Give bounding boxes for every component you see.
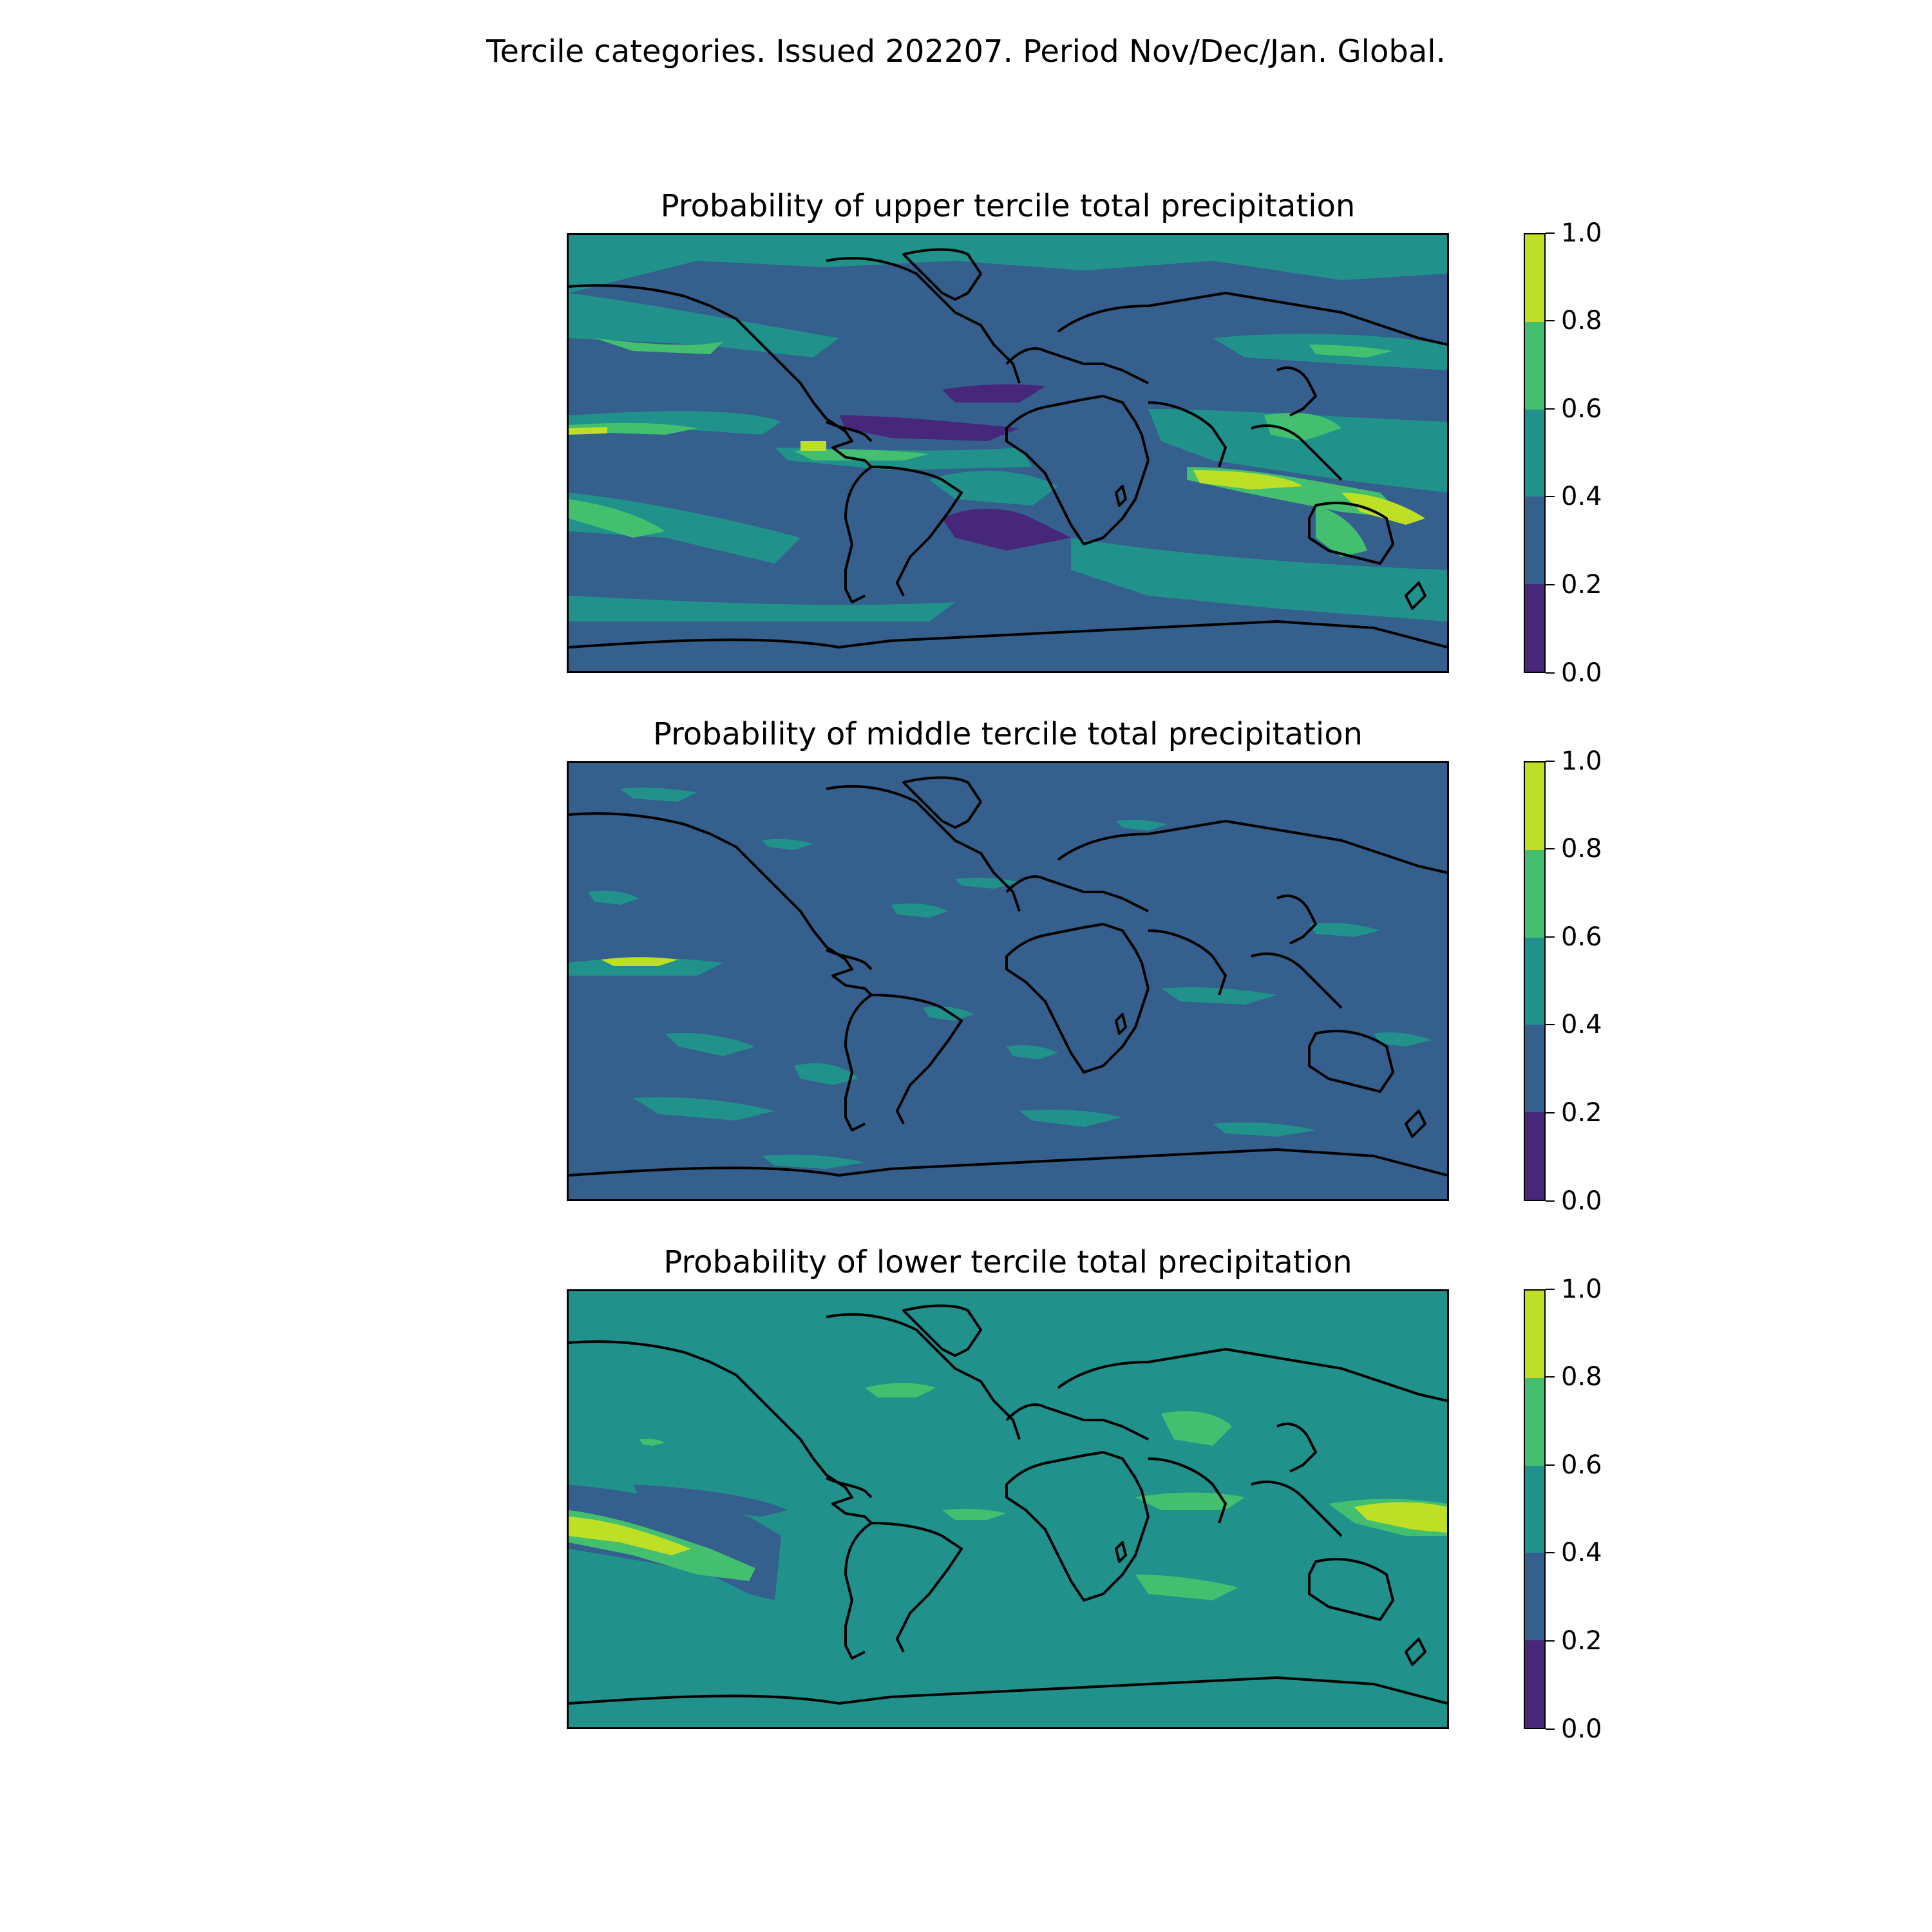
colorbar-tick bbox=[1546, 408, 1555, 410]
colorbar-tick-label: 0.6 bbox=[1561, 394, 1602, 424]
colorbar-tick-label: 0.0 bbox=[1561, 1714, 1602, 1744]
colorbar-tick bbox=[1546, 1552, 1555, 1553]
middle-tercile-map bbox=[567, 761, 1449, 1201]
colorbar-level-2 bbox=[1525, 410, 1544, 497]
colorbar-level-2 bbox=[1525, 1466, 1544, 1553]
colorbar-tick-label: 0.8 bbox=[1561, 834, 1602, 864]
colorbar-tick bbox=[1546, 1728, 1555, 1730]
lower-colorbar bbox=[1524, 1289, 1546, 1729]
colorbar-tick-label: 0.8 bbox=[1561, 1362, 1602, 1392]
colorbar-tick bbox=[1546, 936, 1555, 938]
colorbar-tick bbox=[1546, 672, 1555, 674]
colorbar-tick-label: 0.2 bbox=[1561, 1626, 1602, 1656]
colorbar-level-2 bbox=[1525, 938, 1544, 1025]
colorbar-level-3 bbox=[1525, 850, 1544, 938]
colorbar-tick bbox=[1546, 1024, 1555, 1025]
colorbar-tick bbox=[1546, 584, 1555, 585]
upper-tercile-map bbox=[567, 233, 1449, 673]
colorbar-tick-label: 0.2 bbox=[1561, 1098, 1602, 1128]
colorbar-tick-label: 1.0 bbox=[1561, 746, 1602, 776]
lower-tercile-svg bbox=[569, 1291, 1447, 1727]
colorbar-tick-label: 0.8 bbox=[1561, 306, 1602, 336]
colorbar-tick-label: 0.6 bbox=[1561, 1450, 1602, 1480]
colorbar-level-1 bbox=[1525, 1025, 1544, 1112]
colorbar-tick-label: 0.0 bbox=[1561, 658, 1602, 688]
colorbar-level-4 bbox=[1525, 234, 1544, 322]
colorbar-level-0 bbox=[1525, 584, 1544, 672]
colorbar-tick-label: 1.0 bbox=[1561, 1274, 1602, 1304]
colorbar-tick bbox=[1546, 1464, 1555, 1466]
colorbar-tick-label: 0.4 bbox=[1561, 1010, 1602, 1039]
colorbar-level-3 bbox=[1525, 1378, 1544, 1466]
colorbar-level-3 bbox=[1525, 322, 1544, 410]
upper-tercile-title: Probability of upper tercile total precipitation bbox=[660, 188, 1356, 224]
upper-colorbar bbox=[1524, 233, 1546, 673]
colorbar-level-0 bbox=[1525, 1640, 1544, 1728]
colorbar-tick bbox=[1546, 848, 1555, 849]
colorbar-tick-label: 0.6 bbox=[1561, 922, 1602, 952]
colorbar-tick-label: 1.0 bbox=[1561, 218, 1602, 248]
figure-title: Tercile categories. Issued 202207. Period Nov/Dec/Jan. Global. bbox=[486, 33, 1446, 70]
colorbar-tick-label: 0.4 bbox=[1561, 482, 1602, 511]
colorbar-tick-label: 0.2 bbox=[1561, 570, 1602, 600]
colorbar-tick-label: 0.4 bbox=[1561, 1538, 1602, 1567]
colorbar-level-1 bbox=[1525, 1553, 1544, 1640]
colorbar-level-1 bbox=[1525, 497, 1544, 584]
colorbar-tick bbox=[1546, 1640, 1555, 1642]
middle-tercile-svg bbox=[569, 763, 1447, 1199]
lower-tercile-map bbox=[567, 1289, 1449, 1729]
colorbar-tick bbox=[1546, 1376, 1555, 1378]
colorbar-tick bbox=[1546, 1112, 1555, 1113]
colorbar-tick bbox=[1546, 496, 1555, 497]
lower-tercile-title: Probability of lower tercile total precipitation bbox=[663, 1244, 1352, 1280]
middle-tercile-title: Probability of middle tercile total precipitation bbox=[653, 716, 1363, 752]
colorbar-tick bbox=[1546, 232, 1555, 234]
colorbar-tick bbox=[1546, 1289, 1555, 1290]
middle-colorbar bbox=[1524, 761, 1546, 1201]
colorbar-tick bbox=[1546, 1200, 1555, 1202]
colorbar-tick bbox=[1546, 320, 1555, 321]
colorbar-tick bbox=[1546, 761, 1555, 762]
colorbar-level-0 bbox=[1525, 1112, 1544, 1200]
colorbar-level-4 bbox=[1525, 762, 1544, 850]
upper-tercile-svg bbox=[569, 235, 1447, 671]
colorbar-level-4 bbox=[1525, 1291, 1544, 1378]
colorbar-tick-label: 0.0 bbox=[1561, 1186, 1602, 1216]
